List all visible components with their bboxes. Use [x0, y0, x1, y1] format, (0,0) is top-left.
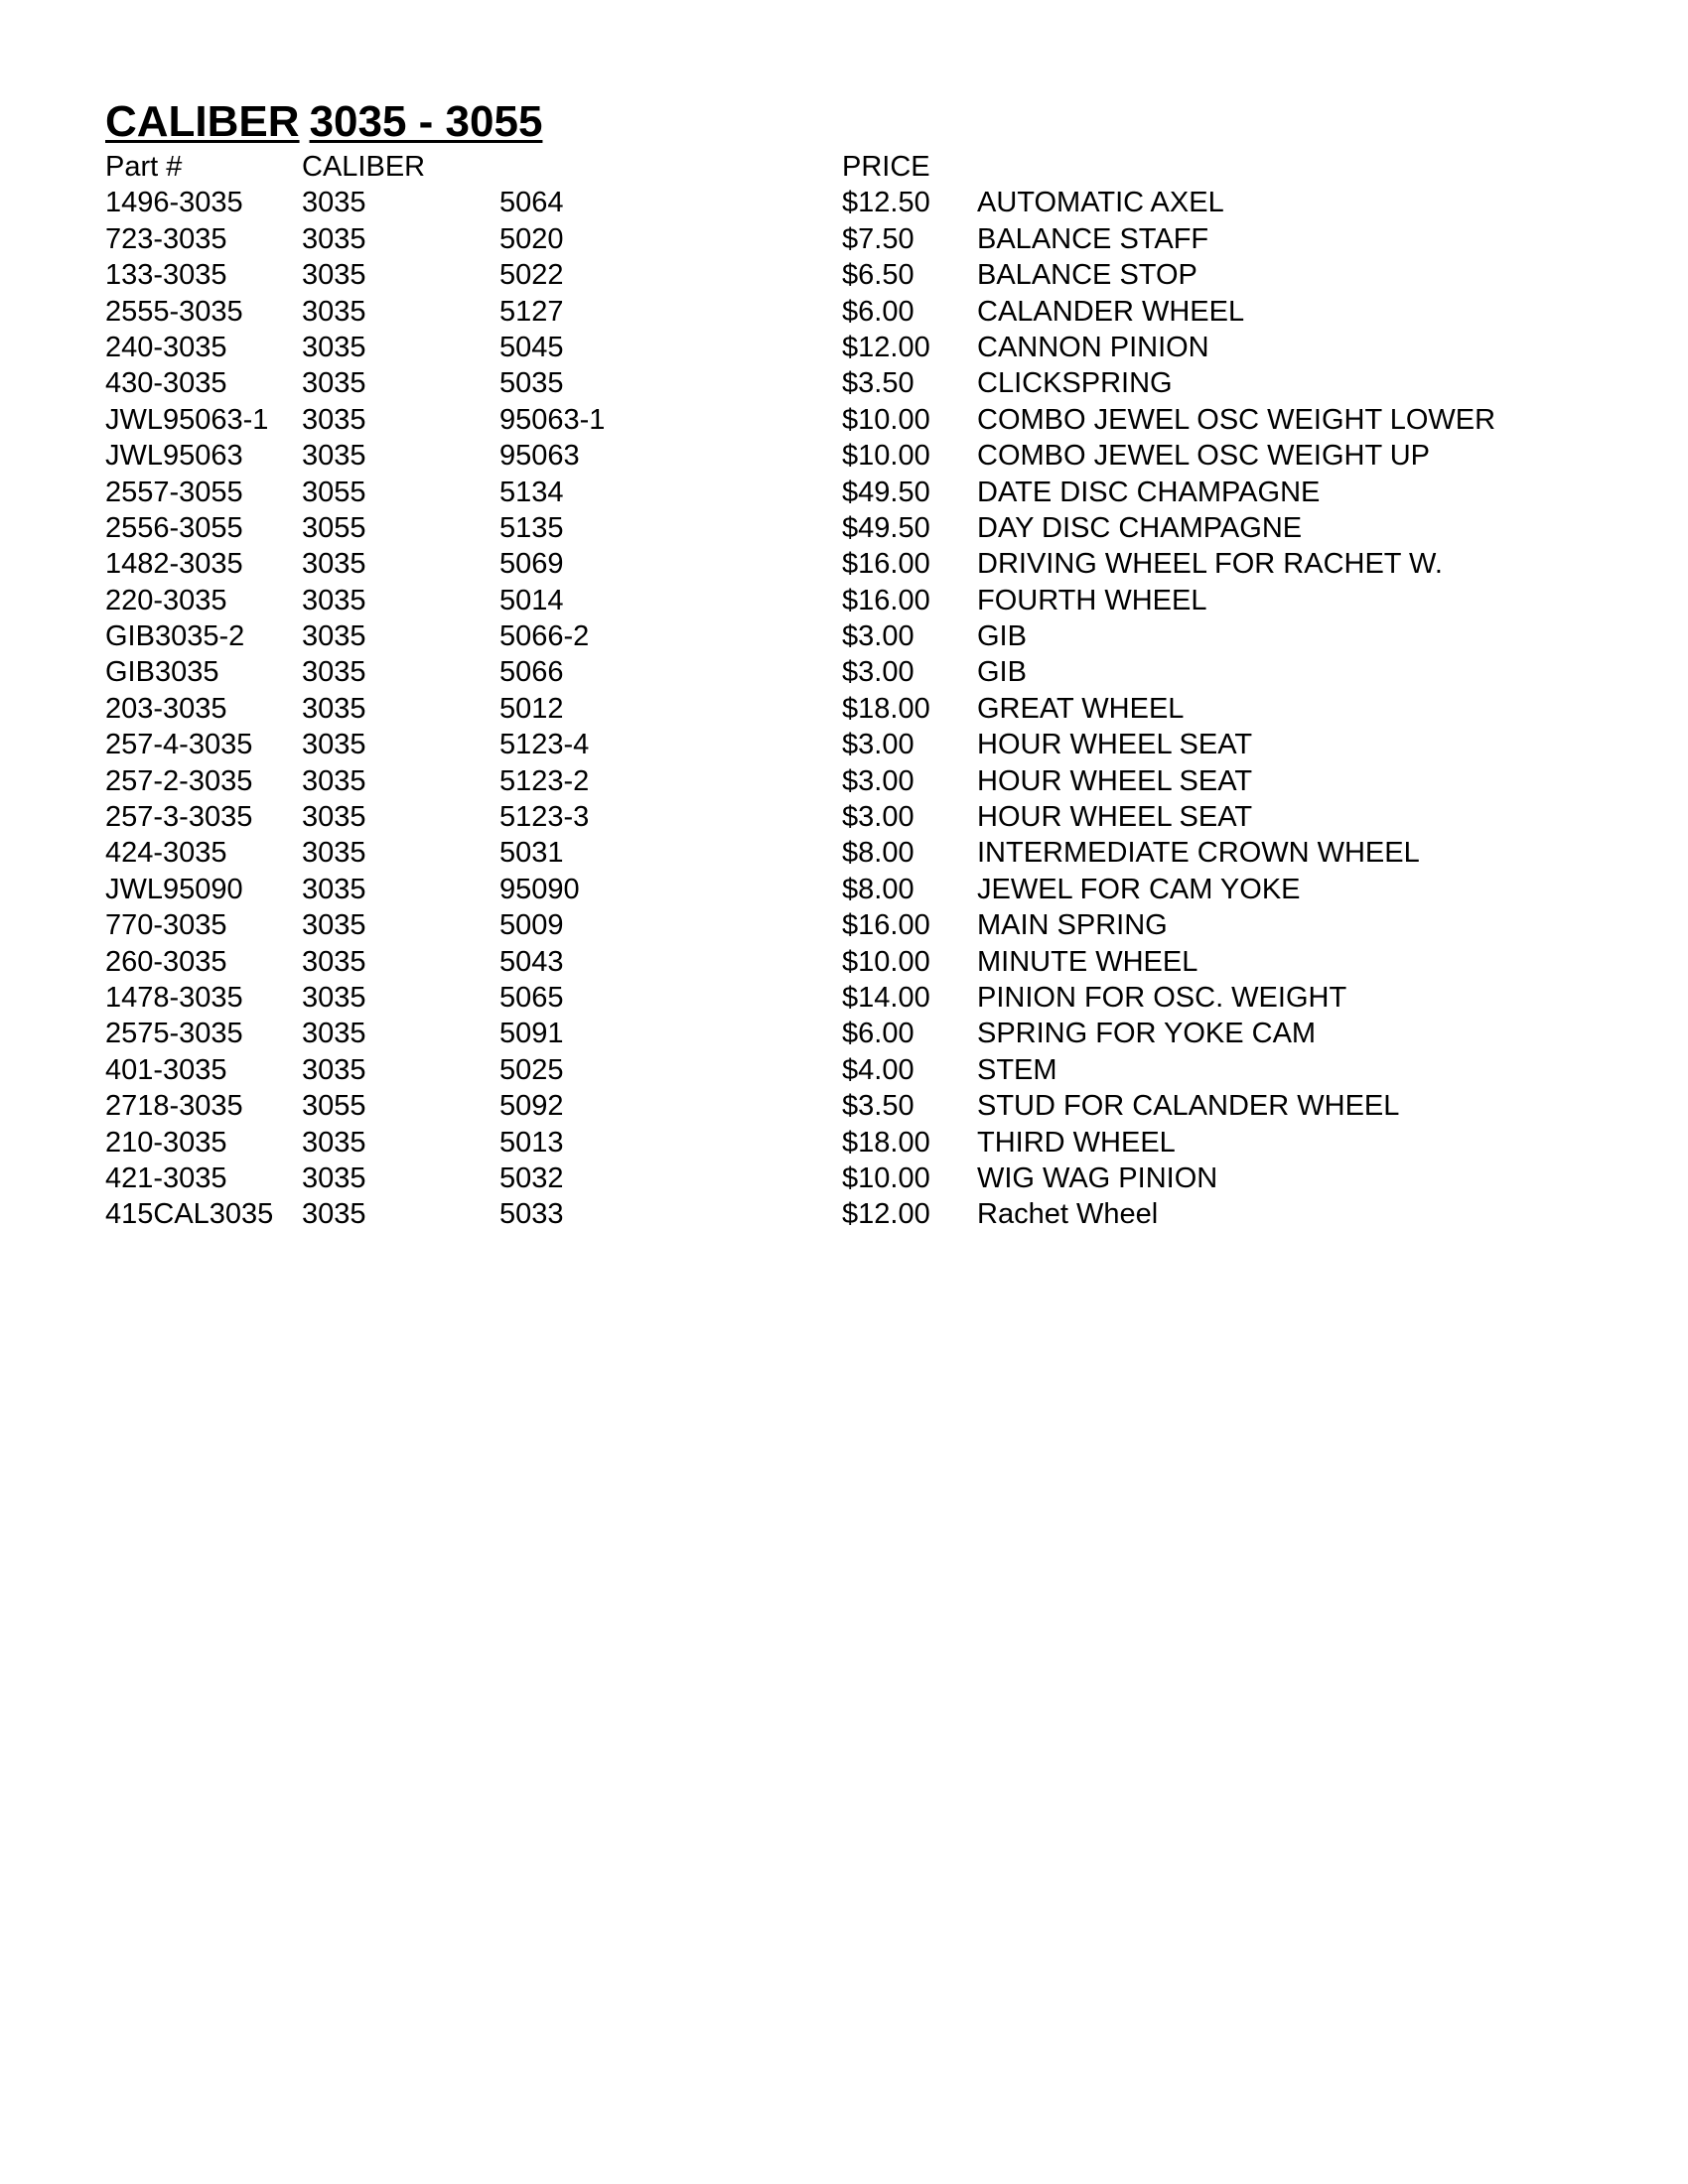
- cell-description: FOURTH WHEEL: [977, 584, 1207, 616]
- cell-description: DAY DISC CHAMPAGNE: [977, 511, 1303, 544]
- cell-caliber: 3035: [302, 981, 366, 1014]
- cell-description: JEWEL FOR CAM YOKE: [977, 873, 1301, 905]
- cell-ref: 5066-2: [499, 620, 590, 653]
- header-price: PRICE: [842, 151, 930, 183]
- cell-part: 415CAL3035: [105, 1198, 274, 1231]
- cell-price: $3.50: [842, 367, 914, 400]
- cell-price: $14.00: [842, 981, 930, 1014]
- cell-description: STEM: [977, 1053, 1057, 1086]
- table-row: [105, 1196, 1595, 1232]
- cell-caliber: 3055: [302, 476, 366, 508]
- cell-caliber: 3035: [302, 367, 366, 400]
- cell-ref: 5135: [499, 511, 564, 544]
- table-row: [105, 330, 1595, 365]
- cell-part: 1478-3035: [105, 981, 243, 1014]
- table-row: [105, 727, 1595, 762]
- cell-price: $10.00: [842, 440, 930, 473]
- header-caliber: CALIBER: [302, 151, 426, 183]
- cell-part: 1482-3035: [105, 548, 243, 581]
- cell-part: 133-3035: [105, 259, 227, 292]
- cell-part: 1496-3035: [105, 187, 243, 219]
- cell-description: COMBO JEWEL OSC WEIGHT LOWER: [977, 403, 1496, 436]
- cell-ref: 5064: [499, 187, 564, 219]
- cell-part: 430-3035: [105, 367, 227, 400]
- table-row: [105, 221, 1595, 257]
- parts-table: [105, 149, 1595, 1233]
- table-header: [105, 149, 1595, 185]
- cell-price: $16.00: [842, 909, 930, 942]
- cell-description: GIB: [977, 620, 1027, 653]
- cell-price: $10.00: [842, 1161, 930, 1194]
- cell-description: INTERMEDIATE CROWN WHEEL: [977, 837, 1420, 870]
- cell-ref: 95063: [499, 440, 580, 473]
- cell-part: 257-2-3035: [105, 764, 253, 797]
- cell-ref: 95090: [499, 873, 580, 905]
- cell-part: 240-3035: [105, 331, 227, 363]
- cell-ref: 5012: [499, 692, 564, 725]
- cell-part: 210-3035: [105, 1126, 227, 1159]
- cell-price: $3.00: [842, 801, 914, 834]
- cell-price: $8.00: [842, 837, 914, 870]
- cell-ref: 5020: [499, 222, 564, 255]
- table-row: [105, 799, 1595, 835]
- cell-ref: 5033: [499, 1198, 564, 1231]
- cell-caliber: 3035: [302, 729, 366, 761]
- cell-ref: 5134: [499, 476, 564, 508]
- cell-description: HOUR WHEEL SEAT: [977, 729, 1253, 761]
- table-body: [105, 185, 1595, 1232]
- cell-price: $12.50: [842, 187, 930, 219]
- cell-caliber: 3035: [302, 1161, 366, 1194]
- cell-description: Rachet Wheel: [977, 1198, 1159, 1231]
- cell-caliber: 3035: [302, 295, 366, 328]
- cell-part: JWL95090: [105, 873, 243, 905]
- cell-price: $49.50: [842, 511, 930, 544]
- cell-caliber: 3035: [302, 403, 366, 436]
- cell-caliber: 3035: [302, 331, 366, 363]
- cell-price: $6.50: [842, 259, 914, 292]
- cell-description: AUTOMATIC AXEL: [977, 187, 1224, 219]
- cell-price: $3.00: [842, 656, 914, 689]
- cell-description: HOUR WHEEL SEAT: [977, 801, 1253, 834]
- cell-price: $10.00: [842, 403, 930, 436]
- cell-part: JWL95063: [105, 440, 243, 473]
- cell-ref: 5045: [499, 331, 564, 363]
- cell-ref: 5014: [499, 584, 564, 616]
- cell-price: $12.00: [842, 1198, 930, 1231]
- cell-description: COMBO JEWEL OSC WEIGHT UP: [977, 440, 1430, 473]
- cell-description: STUD FOR CALANDER WHEEL: [977, 1090, 1400, 1123]
- page-title: [105, 97, 542, 147]
- cell-price: $10.00: [842, 945, 930, 978]
- cell-price: $8.00: [842, 873, 914, 905]
- cell-caliber: 3035: [302, 945, 366, 978]
- table-row: [105, 583, 1595, 618]
- cell-ref: 5022: [499, 259, 564, 292]
- cell-ref: 5091: [499, 1018, 564, 1050]
- cell-part: GIB3035: [105, 656, 219, 689]
- cell-part: 401-3035: [105, 1053, 227, 1086]
- cell-description: CLICKSPRING: [977, 367, 1173, 400]
- cell-caliber: 3035: [302, 259, 366, 292]
- title-range: 3035 - 3055: [309, 97, 543, 146]
- cell-caliber: 3055: [302, 1090, 366, 1123]
- cell-part: 2556-3055: [105, 511, 243, 544]
- cell-description: MAIN SPRING: [977, 909, 1168, 942]
- cell-ref: 5123-4: [499, 729, 590, 761]
- table-row: [105, 475, 1595, 510]
- cell-part: 257-3-3035: [105, 801, 253, 834]
- cell-price: $3.00: [842, 764, 914, 797]
- cell-caliber: 3035: [302, 873, 366, 905]
- cell-ref: 5069: [499, 548, 564, 581]
- cell-price: $7.50: [842, 222, 914, 255]
- cell-description: GREAT WHEEL: [977, 692, 1185, 725]
- cell-price: $3.00: [842, 729, 914, 761]
- cell-part: 2557-3055: [105, 476, 243, 508]
- cell-description: DRIVING WHEEL FOR RACHET W.: [977, 548, 1443, 581]
- cell-ref: 5043: [499, 945, 564, 978]
- table-row: [105, 872, 1595, 907]
- table-row: [105, 257, 1595, 293]
- cell-price: $3.00: [842, 620, 914, 653]
- cell-ref: 5127: [499, 295, 564, 328]
- table-row: [105, 835, 1595, 871]
- table-row: [105, 1088, 1595, 1124]
- cell-description: MINUTE WHEEL: [977, 945, 1198, 978]
- cell-price: $16.00: [842, 548, 930, 581]
- table-row: [105, 618, 1595, 654]
- cell-caliber: 3035: [302, 440, 366, 473]
- cell-ref: 5032: [499, 1161, 564, 1194]
- cell-part: 2555-3035: [105, 295, 243, 328]
- table-row: [105, 1016, 1595, 1051]
- header-part: Part #: [105, 151, 183, 183]
- table-row: [105, 654, 1595, 690]
- cell-ref: 5092: [499, 1090, 564, 1123]
- cell-price: $4.00: [842, 1053, 914, 1086]
- cell-part: 220-3035: [105, 584, 227, 616]
- cell-part: 257-4-3035: [105, 729, 253, 761]
- cell-description: SPRING FOR YOKE CAM: [977, 1018, 1317, 1050]
- cell-ref: 5025: [499, 1053, 564, 1086]
- cell-caliber: 3035: [302, 1198, 366, 1231]
- cell-caliber: 3035: [302, 187, 366, 219]
- cell-caliber: 3035: [302, 222, 366, 255]
- table-row: [105, 294, 1595, 330]
- cell-price: $49.50: [842, 476, 930, 508]
- cell-ref: 5031: [499, 837, 564, 870]
- cell-ref: 95063-1: [499, 403, 606, 436]
- cell-ref: 5009: [499, 909, 564, 942]
- cell-part: 2575-3035: [105, 1018, 243, 1050]
- table-row: [105, 402, 1595, 438]
- table-row: [105, 691, 1595, 727]
- cell-description: HOUR WHEEL SEAT: [977, 764, 1253, 797]
- cell-description: BALANCE STAFF: [977, 222, 1209, 255]
- cell-description: BALANCE STOP: [977, 259, 1197, 292]
- cell-price: $6.00: [842, 1018, 914, 1050]
- table-row: [105, 944, 1595, 980]
- cell-ref: 5066: [499, 656, 564, 689]
- cell-part: 770-3035: [105, 909, 227, 942]
- cell-caliber: 3035: [302, 1053, 366, 1086]
- cell-caliber: 3035: [302, 909, 366, 942]
- cell-ref: 5035: [499, 367, 564, 400]
- table-row: [105, 1160, 1595, 1196]
- table-row: [105, 438, 1595, 474]
- table-row: [105, 510, 1595, 546]
- cell-caliber: 3035: [302, 764, 366, 797]
- cell-part: 421-3035: [105, 1161, 227, 1194]
- title-caliber: CALIBER: [105, 97, 300, 146]
- cell-caliber: 3035: [302, 692, 366, 725]
- cell-ref: 5013: [499, 1126, 564, 1159]
- cell-part: 2718-3035: [105, 1090, 243, 1123]
- cell-price: $16.00: [842, 584, 930, 616]
- cell-description: CALANDER WHEEL: [977, 295, 1245, 328]
- cell-part: 424-3035: [105, 837, 227, 870]
- cell-description: GIB: [977, 656, 1027, 689]
- cell-caliber: 3035: [302, 837, 366, 870]
- cell-price: $3.50: [842, 1090, 914, 1123]
- cell-part: JWL95063-1: [105, 403, 269, 436]
- table-row: [105, 185, 1595, 220]
- cell-part: 203-3035: [105, 692, 227, 725]
- cell-part: 260-3035: [105, 945, 227, 978]
- cell-caliber: 3035: [302, 1018, 366, 1050]
- table-row: [105, 365, 1595, 401]
- cell-ref: 5123-3: [499, 801, 590, 834]
- table-row: [105, 980, 1595, 1016]
- cell-description: PINION FOR OSC. WEIGHT: [977, 981, 1347, 1014]
- cell-description: THIRD WHEEL: [977, 1126, 1176, 1159]
- table-row: [105, 1125, 1595, 1160]
- cell-price: $12.00: [842, 331, 930, 363]
- table-row: [105, 546, 1595, 582]
- cell-caliber: 3035: [302, 801, 366, 834]
- cell-caliber: 3055: [302, 511, 366, 544]
- cell-part: 723-3035: [105, 222, 227, 255]
- table-row: [105, 763, 1595, 799]
- cell-ref: 5123-2: [499, 764, 590, 797]
- cell-part: GIB3035-2: [105, 620, 245, 653]
- cell-description: CANNON PINION: [977, 331, 1209, 363]
- cell-ref: 5065: [499, 981, 564, 1014]
- cell-caliber: 3035: [302, 1126, 366, 1159]
- cell-caliber: 3035: [302, 584, 366, 616]
- cell-description: DATE DISC CHAMPAGNE: [977, 476, 1321, 508]
- cell-price: $18.00: [842, 1126, 930, 1159]
- cell-caliber: 3035: [302, 656, 366, 689]
- cell-description: WIG WAG PINION: [977, 1161, 1218, 1194]
- cell-price: $18.00: [842, 692, 930, 725]
- cell-caliber: 3035: [302, 548, 366, 581]
- cell-price: $6.00: [842, 295, 914, 328]
- table-row: [105, 907, 1595, 943]
- table-row: [105, 1052, 1595, 1088]
- cell-caliber: 3035: [302, 620, 366, 653]
